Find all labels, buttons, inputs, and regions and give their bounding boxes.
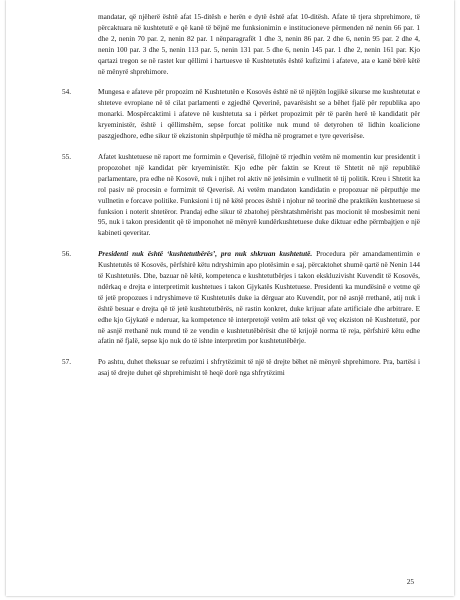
paragraph-text: mandatar, që njëherë është afat 15-ditësh e herën e dytë është afat 10-ditësh. Afate të tjera shprehimore, të përcaktuara në kushtetutë e që kanë të bëjnë me funksionimin e institucioneve përmenden në nenin 66 par. 1 dhe 2, nenin 70 par. 2, nenin 82 par. 1 nënparagrafët 1 dhe 3, nenin 86 par. 2 dhe 6, nenin 95 par. 2 dhe 4, nenin 100 par. 3 dhe 5, nenin 113 par. 5, nenin 131 par. 5 dhe 6, nenin 145 par. 1 dhe 2, nenin 161 par. Kjo qartazi tregon se në rastet kur qëllimi i hartuesve të Kushtetutës është kufizimi i afateve, ata e kanë bërë këtë në mënyrë shprehimore. — [98, 13, 420, 76]
paragraph-heading: Presidenti nuk është ‘kushtetutbërës’, pra nuk shkruan kushtetutë. — [98, 250, 313, 259]
document-page — [6, 0, 454, 596]
paragraph-text: Po ashtu, duhet theksuar se refuzimi i shfrytëzimit të një të drejte bëhet në mënyrë shprehimore. Pra, bartësi i asaj të drejte duhet që shprehimisht të heqë dorë nga shfrytëzimi — [98, 358, 420, 378]
paragraph-number: 54. — [62, 88, 72, 97]
paragraph-56 — [62, 249, 420, 347]
paragraph-text — [98, 249, 420, 347]
paragraph-text: Mungesa e afateve për propozim në Kushtetutën e Kosovës është në të njëjtën logjikë sikurse me kushtetutat e shteteve evropiane në të cilat parlamenti e zgjedhë Qeverinë, pavarësisht se a bëhet fjalë për republika apo monarki. Mospërcaktimi i afateve në kushtetuta sa i përket propozimit për të parën herë të kandidatit për kryeministër, është i qëllimshëm, sepse forcat politike nuk mund të detyrohen të lidhin koalicione paszgjedhore, edhe sikur të ekzistonin shpërputhje të mëdha në programet e tyre qeverisëse. — [98, 88, 420, 141]
paragraph-55 — [62, 152, 420, 239]
paragraph-text: Afatet kushtetuese në raport me formimin e Qeverisë, fillojnë të rrjedhin vetëm në momentin kur presidentit i propozohet një kandidat për kryeministër. Kjo edhe për faktin se Kreut të Shtetit në një republikë parlamentare, pra edhe në Kosovë, nuk i njihet rol aktiv në jetësimin e vullnetit të tij politik. Kreu i Shtetit ka rol pasiv në procesin e formimit të Qeverisë. Ai vetëm mandaton kandidatin e propozuar në përputhje me vullnetin e forcave politike. Funksioni i tij në këtë proces është i njohur në teorinë dhe praktikën kushtetuese si funksion i noterit shtetëror. Prandaj edhe sikur të zbatohej përshtatshmërisht pas mocionit të mosbesimit neni 95, nuk i takon presidentit që të imponohet në mënyrë kundërkushtetuese duke diktuar edhe përmbajtjen e një kabineti qeveritar. — [98, 152, 420, 238]
paragraph-continuation — [62, 12, 420, 77]
paragraph-number: 55. — [62, 152, 72, 161]
paragraph-57 — [62, 357, 420, 379]
paragraph-body: Procedura për amandamentimin e Kushtetutës të Kosovës, përfshirë këtu ndryshimin apo plotësimin e saj, përcaktohet shumë qartë në Nenin 144 të Kushtetutës. Dhe, bazuar në këtë, kompetenca e kushtetutbërjes i takon ekskluzivisht Kuvendit të Kosovës, ndërkaq e drejta e interpretimit kushtetues i takon Gjykatës Kushtetuese. Presidenti ka mundësinë e vetme që të jetë propozues i ndryshimeve të Kushtetutës duke ia dërguar ato Kuvendit, por në asnjë rrethanë, atij nuk i është besuar e drejta që të jetë kushtetutbërës, në rastin konkret, duke krijuar afate artificiale dhe arbitrare. E edhe kjo Gjykatë e nderuar, ka kompetence të interpretojë vetëm atë tekst që veç ekziston në Kushtetutë, por në asnjë rrethanë nuk mund të ze vendin e kushtetutëbërësit dhe të krijojë norma të reja, përfshirë këtu edhe afatin në fjalë, sepse kjo nuk do të ishte interpretim por kushtetutëbërje. — [98, 250, 421, 346]
paragraph-number: 57. — [62, 358, 72, 367]
paragraph-number: 56. — [62, 250, 72, 259]
paragraph-54 — [62, 87, 420, 142]
document-body — [62, 12, 420, 379]
page-number: 25 — [406, 578, 414, 586]
